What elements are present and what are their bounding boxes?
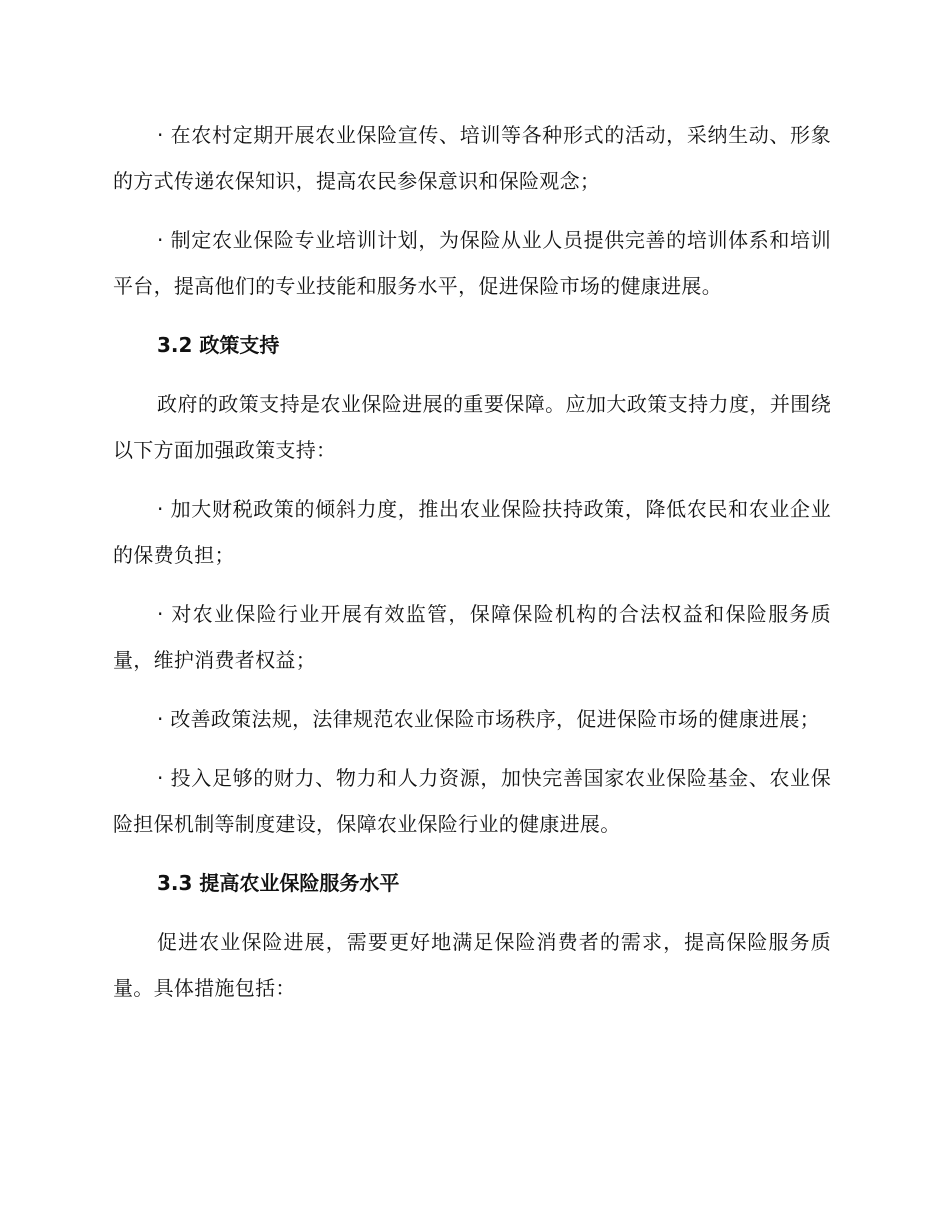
section-heading: 3.3 提高农业保险服务水平 (157, 871, 400, 895)
body-paragraph: 政府的政策支持是农业保险进展的重要保障。应加大政策支持力度，并围绕以下方面加强政策支持： (113, 392, 831, 462)
body-paragraph: 促进农业保险进展，需要更好地满足保险消费者的需求，提高保险服务质量。具体措施包括： (113, 930, 831, 1000)
section-heading: 3.2 政策支持 (157, 333, 280, 357)
bullet-paragraph: · 对农业保险行业开展有效监管，保障保险机构的合法权益和保险服务质量，维护消费者权益； (113, 602, 831, 672)
bullet-paragraph: · 投入足够的财力、物力和人力资源，加快完善国家农业保险基金、农业保险担保机制等制度建设，保障农业保险行业的健康进展。 (113, 766, 831, 836)
bullet-paragraph: · 改善政策法规，法律规范农业保险市场秩序，促进保险市场的健康进展； (157, 707, 820, 731)
document-page (113, 112, 831, 1024)
bullet-paragraph: · 在农村定期开展农业保险宣传、培训等各种形式的活动，采纳生动、形象的方式传递农保知识，提高农民参保意识和保险观念； (113, 123, 831, 193)
bullet-paragraph: · 加大财税政策的倾斜力度，推出农业保险扶持政策，降低农民和农业企业的保费负担； (113, 497, 831, 567)
bullet-paragraph: · 制定农业保险专业培训计划，为保险从业人员提供完善的培训体系和培训平台，提高他们的专业技能和服务水平，促进保险市场的健康进展。 (113, 228, 831, 298)
